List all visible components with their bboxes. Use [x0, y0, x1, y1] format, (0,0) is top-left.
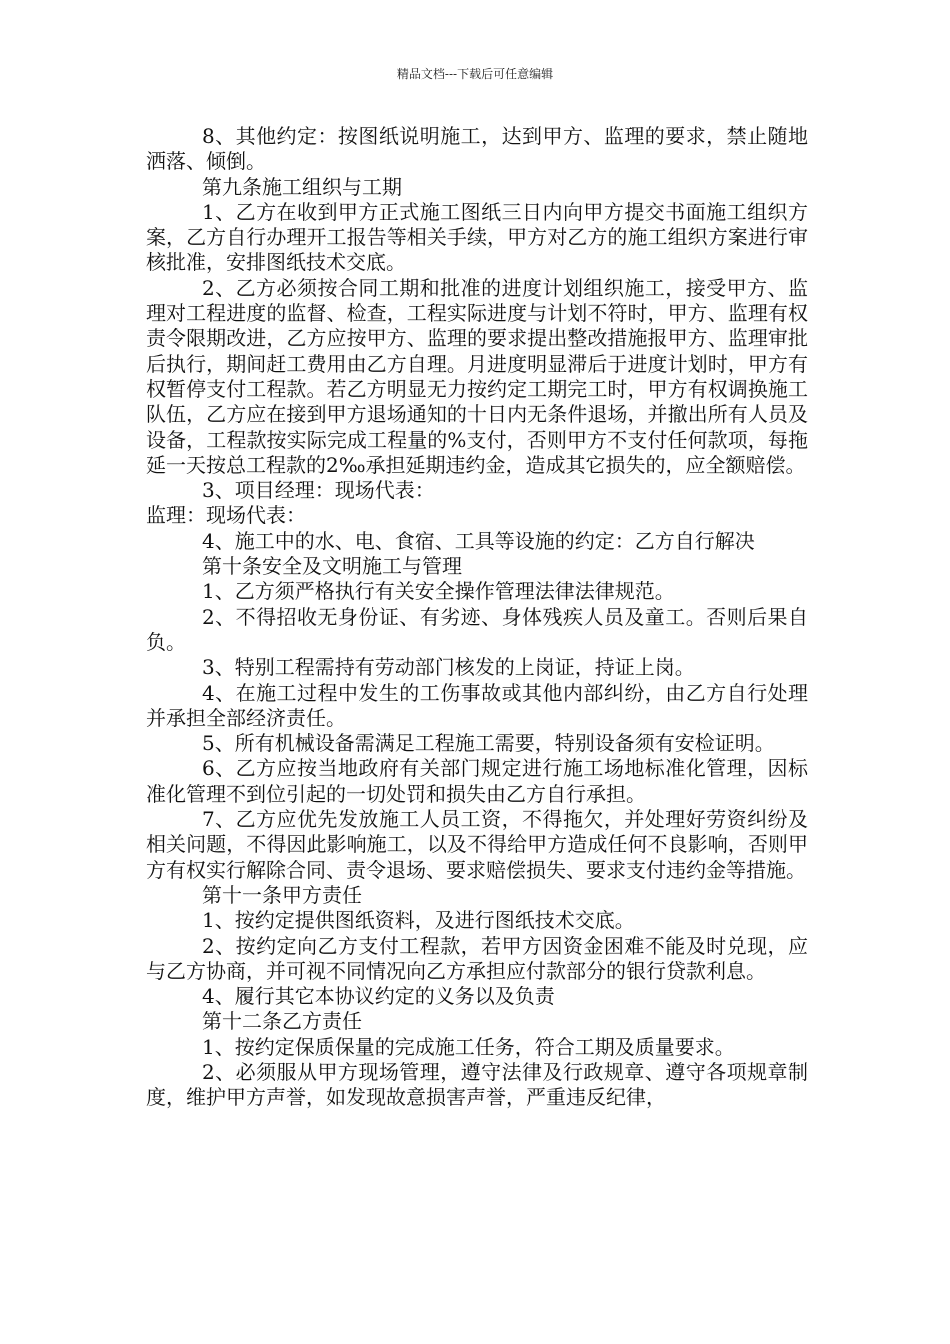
article-9-heading: 第九条施工组织与工期: [202, 174, 402, 199]
article-9-item-4: 4、施工中的水、电、食宿、工具等设施的约定：乙方自行解决: [202, 528, 755, 553]
article-12-heading: 第十二条乙方责任: [202, 1009, 362, 1034]
article-10-heading: 第十条安全及文明施工与管理: [202, 554, 462, 579]
article-9-item-2: 2、乙方必须按合同工期和批准的进度计划组织施工，接受甲方、监理对工程进度的监督、检查，工程实际进度与计划不符时，甲方、监理有权责令限期改进，乙方应按甲方、监理的要求提出整改措施报甲方、监理审批后执行，期间赶工费用由乙方自理。月进度明显滞后于进度计划时，甲方有权暂停支付工程款。若乙方明显无力按约定工期完工时，甲方有权调换施工队伍，乙方应在接到甲方退场通知的十日内无条件退场，并撤出所有人员及设备，工程款按实际完成工程量的%支付，否则甲方不支付任何款项，每拖延一天按总工程款的2‰承担延期违约金，造成其它损失的，应全额赔偿。: [146, 275, 808, 477]
article-10-item-2: 2、不得招收无身份证、有劣迹、身体残疾人员及童工。否则后果自负。: [146, 604, 808, 654]
article-10-item-1: 1、乙方须严格执行有关安全操作管理法律法律规范。: [202, 579, 675, 604]
article-9-item-1: 1、乙方在收到甲方正式施工图纸三日内向甲方提交书面施工组织方案，乙方自行办理开工报告等相关手续，甲方对乙方的施工组织方案进行审核批准，安排图纸技术交底。: [146, 199, 808, 275]
article-10-item-3: 3、特别工程需持有劳动部门核发的上岗证，持证上岗。: [202, 655, 695, 680]
article-10-item-4: 4、在施工过程中发生的工伤事故或其他内部纠纷，由乙方自行处理并承担全部经济责任。: [146, 680, 808, 730]
document-body: [146, 124, 808, 1111]
supervisor-line: 监理：现场代表：: [146, 503, 306, 528]
article-9-item-3: 3、项目经理：现场代表：: [202, 478, 435, 503]
article-10-item-7: 7、乙方应优先发放施工人员工资，不得拖欠，并处理好劳资纠纷及相关问题，不得因此影响施工，以及不得给甲方造成任何不良影响，否则甲方有权实行解除合同、责令退场、要求赔偿损失、要求支付违约金等措施。: [146, 807, 808, 882]
clause-8-other-agreements: 8、其他约定：按图纸说明施工，达到甲方、监理的要求，禁止随地洒落、倾倒。: [146, 124, 808, 174]
article-10-item-5: 5、所有机械设备需满足工程施工需要，特别设备须有安检证明。: [202, 731, 775, 756]
article-12-item-2: 2、必须服从甲方现场管理，遵守法律及行政规章、遵守各项规章制度，维护甲方声誉，如发现故意损害声誉，严重违反纪律，: [146, 1059, 808, 1110]
article-10-item-6: 6、乙方应按当地政府有关部门规定进行施工场地标准化管理，因标准化管理不到位引起的一切处罚和损失由乙方自行承担。: [146, 756, 808, 806]
article-12-item-1: 1、按约定保质保量的完成施工任务，符合工期及质量要求。: [202, 1034, 735, 1059]
page-header: 精品文档---下载后可任意编辑: [396, 67, 554, 81]
article-11-heading: 第十一条甲方责任: [202, 882, 362, 907]
article-11-item-4: 4、履行其它本协议约定的义务以及负责: [202, 984, 555, 1009]
article-11-item-1: 1、按约定提供图纸资料，及进行图纸技术交底。: [202, 908, 635, 933]
article-11-item-2: 2、按约定向乙方支付工程款，若甲方因资金困难不能及时兑现，应与乙方协商，并可视不同情况向乙方承担应付款部分的银行贷款利息。: [146, 933, 808, 983]
